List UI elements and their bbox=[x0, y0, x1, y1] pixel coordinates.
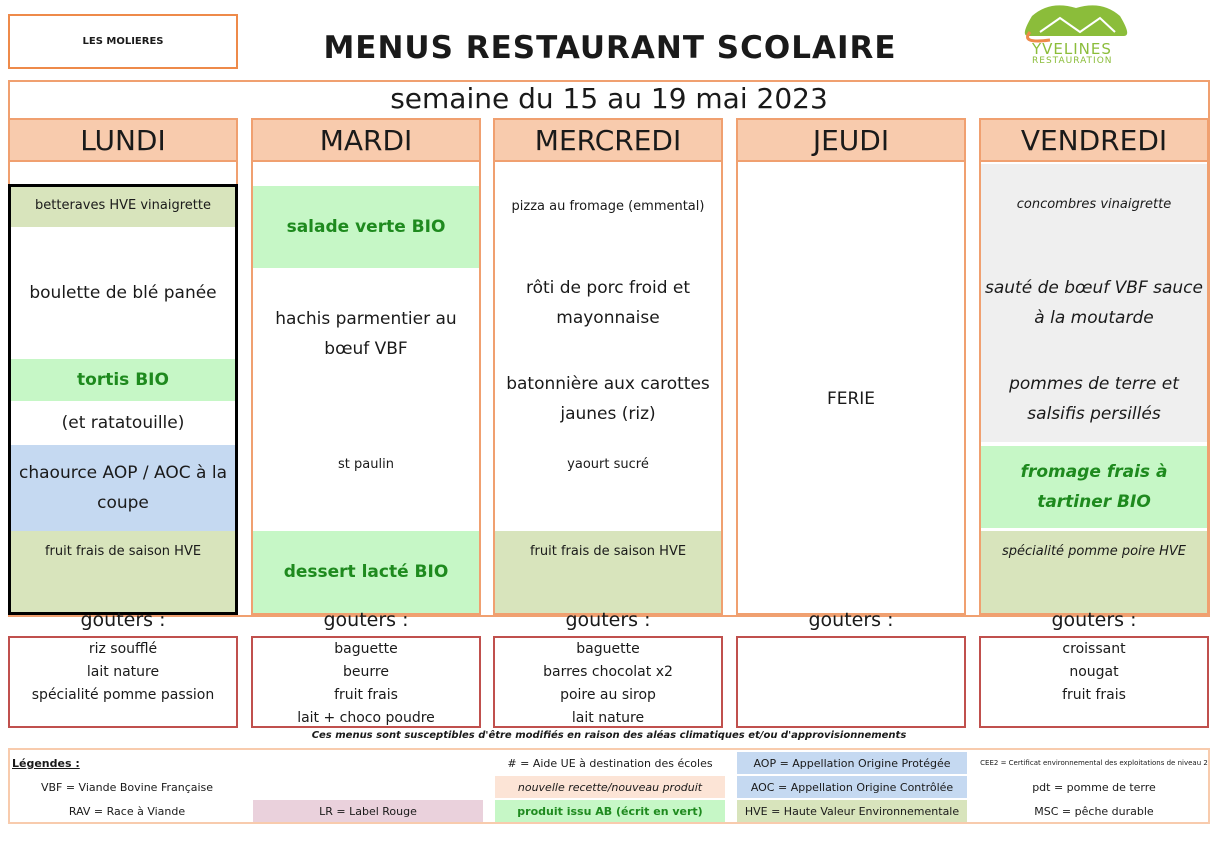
logo-text-restauration: RESTAURATION bbox=[1032, 56, 1113, 66]
day-column-vendredi bbox=[979, 118, 1209, 615]
snack-label: gouters : bbox=[565, 609, 651, 631]
legend-msc: MSC = pêche durable bbox=[1034, 804, 1154, 818]
starter: salade verte BIO bbox=[253, 186, 479, 268]
side-dish: batonnière aux carottes jaunes (riz) bbox=[506, 374, 710, 424]
snack-box-mardi bbox=[251, 636, 481, 728]
snack-box-mercredi bbox=[493, 636, 723, 728]
dessert: fruit frais de saison HVE bbox=[495, 531, 721, 613]
snack-label: gouters : bbox=[80, 609, 166, 631]
cheese: chaource AOP / AOC à la coupe bbox=[10, 445, 236, 531]
chef-hat-icon bbox=[1010, 4, 1140, 44]
starter: betteraves HVE vinaigrette bbox=[10, 184, 236, 227]
logo-text-yvelines: YVELINES bbox=[1032, 40, 1112, 58]
legend-aop: AOP = Appellation Origine Protégée bbox=[737, 752, 967, 774]
selected-day-frame bbox=[8, 184, 238, 615]
snack-box-lundi bbox=[8, 636, 238, 728]
day-column-mardi bbox=[251, 118, 481, 615]
main-dish: hachis parmentier au bœuf VBF bbox=[275, 309, 457, 359]
snack-item: nougat bbox=[1069, 664, 1119, 680]
legend-rav: RAV = Race à Viande bbox=[68, 804, 186, 818]
snack-item: lait nature bbox=[86, 664, 160, 680]
snack-item: riz soufflé bbox=[88, 641, 158, 657]
snack-item: fruit frais bbox=[334, 687, 398, 703]
dessert: fruit frais de saison HVE bbox=[10, 531, 236, 613]
day-column-lundi bbox=[8, 118, 238, 615]
cheese: fromage frais à tartiner BIO bbox=[981, 446, 1207, 528]
snack-item: croissant bbox=[1062, 641, 1126, 657]
side-dish: pommes de terre et salsifis persillés bbox=[1009, 374, 1179, 424]
snack-box-vendredi bbox=[979, 636, 1209, 728]
day-column-mercredi bbox=[493, 118, 723, 615]
holiday-label: FERIE bbox=[826, 389, 876, 409]
day-column-jeudi bbox=[736, 118, 966, 615]
main-dish: sauté de bœuf VBF sauce à la moutarde bbox=[985, 278, 1203, 328]
snack-item: poire au sirop bbox=[560, 687, 656, 703]
snack-item: lait + choco poudre bbox=[297, 710, 435, 726]
legend-ab: produit issu AB (écrit en vert) bbox=[495, 800, 725, 822]
legend-new-recipe: nouvelle recette/nouveau produit bbox=[495, 776, 725, 798]
yvelines-logo bbox=[1010, 4, 1140, 70]
snack-item: lait nature bbox=[571, 710, 645, 726]
disclaimer: Ces menus sont susceptibles d'être modifiés en raison des aléas climatiques et/ou d'approvisionnements bbox=[311, 730, 907, 741]
snack-item: beurre bbox=[343, 664, 389, 680]
legend bbox=[8, 748, 1210, 824]
main-dish: boulette de blé panée bbox=[29, 283, 217, 303]
page-title: MENUS RESTAURANT SCOLAIRE bbox=[323, 30, 897, 66]
dessert: spécialité pomme poire HVE bbox=[981, 531, 1207, 613]
day-header: VENDREDI bbox=[981, 120, 1207, 162]
snack-label: gouters : bbox=[1051, 609, 1137, 631]
snack-box-jeudi bbox=[736, 636, 966, 728]
snack-item: fruit frais bbox=[1062, 687, 1126, 703]
day-header: JEUDI bbox=[738, 120, 964, 162]
starter: concombres vinaigrette bbox=[981, 164, 1207, 442]
starter: pizza au fromage (emmental) bbox=[511, 199, 705, 214]
legend-lr: LR = Label Rouge bbox=[253, 800, 483, 822]
legend-aoc: AOC = Appellation Origine Contrôlée bbox=[737, 776, 967, 798]
snack-item: spécialité pomme passion bbox=[31, 687, 215, 703]
snack-label: gouters : bbox=[808, 609, 894, 631]
snack-item: baguette bbox=[576, 641, 640, 657]
day-header: LUNDI bbox=[10, 120, 236, 162]
cheese: yaourt sucré bbox=[567, 457, 649, 472]
dessert: dessert lacté BIO bbox=[253, 531, 479, 613]
legend-pdt: pdt = pomme de terre bbox=[1032, 780, 1156, 794]
day-header: MARDI bbox=[253, 120, 479, 162]
legend-vbf: VBF = Viande Bovine Française bbox=[40, 780, 214, 794]
legend-cee2: CEE2 = Certificat environnemental des exploitations de niveau 2 bbox=[980, 758, 1208, 767]
main-dish: rôti de porc froid et mayonnaise bbox=[525, 278, 691, 328]
legend-title: Légendes : bbox=[12, 756, 80, 770]
cheese: st paulin bbox=[338, 457, 394, 472]
school-name: LES MOLIERES bbox=[8, 14, 238, 69]
legend-hve: HVE = Haute Valeur Environnementale bbox=[737, 800, 967, 822]
week-label: semaine du 15 au 19 mai 2023 bbox=[390, 82, 828, 115]
side-dish-extra: (et ratatouille) bbox=[61, 413, 185, 433]
snack-item: baguette bbox=[334, 641, 398, 657]
side-dish: tortis BIO bbox=[10, 359, 236, 401]
legend-aide-ue: # = Aide UE à destination des écoles bbox=[507, 756, 713, 770]
day-header: MERCREDI bbox=[495, 120, 721, 162]
snack-item: barres chocolat x2 bbox=[543, 664, 673, 680]
snack-label: gouters : bbox=[323, 609, 409, 631]
